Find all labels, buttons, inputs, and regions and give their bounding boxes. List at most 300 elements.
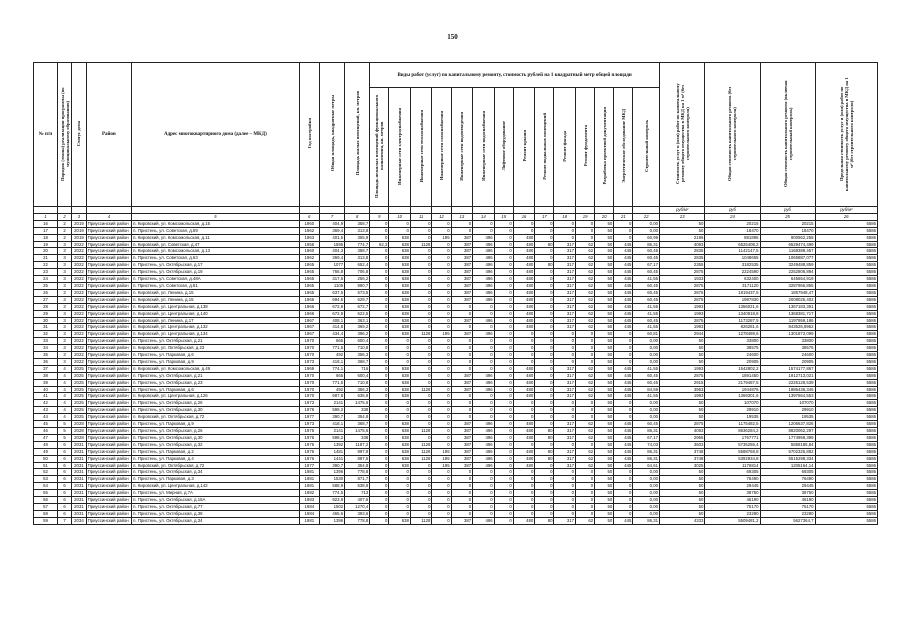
- table-cell: 0: [614, 358, 633, 365]
- table-cell: 445: [614, 282, 633, 289]
- table-cell: 338: [345, 434, 370, 441]
- table-cell: 0: [432, 441, 451, 448]
- table-cell: 496: [473, 248, 495, 255]
- table-cell: 445: [614, 517, 633, 524]
- table-cell: 6: [57, 483, 71, 490]
- table-cell: 418,1: [320, 421, 345, 428]
- table-cell: 1542802,2: [705, 365, 760, 372]
- table-cell: 36: [34, 358, 58, 365]
- table-cell: 2835: [659, 248, 704, 255]
- table-cell: 598,2: [320, 407, 345, 414]
- table-cell: 766,8: [320, 269, 345, 276]
- table-cell: 0: [535, 483, 554, 490]
- table-cell: 62: [576, 434, 595, 441]
- unit-cell: [299, 207, 319, 214]
- table-cell: 0: [494, 448, 513, 455]
- table-cell: 1206637,826: [760, 421, 815, 428]
- table-cell: 20905: [760, 358, 815, 365]
- table-cell: 0: [389, 510, 411, 517]
- table-cell: 0: [451, 303, 473, 310]
- table-cell: 0: [370, 386, 389, 393]
- unit-cell: [513, 207, 535, 214]
- table-cell: 2022: [72, 352, 86, 359]
- table-cell: 480: [513, 386, 535, 393]
- table-cell: 445: [614, 428, 633, 435]
- table-cell: 0: [370, 483, 389, 490]
- table-cell: 50: [659, 476, 704, 483]
- table-cell: 5586: [815, 517, 877, 524]
- table-cell: 50: [595, 517, 614, 524]
- table-cell: 638: [389, 448, 411, 455]
- table-cell: 0: [432, 372, 451, 379]
- table-cell: 0: [432, 324, 451, 331]
- table-cell: 387: [451, 262, 473, 269]
- table-cell: 313,8: [345, 227, 370, 234]
- table-cell: 480: [513, 372, 535, 379]
- table-cell: 6: [57, 476, 71, 483]
- capital-repair-table-container: [33, 62, 878, 525]
- table-cell: 637,5: [320, 289, 345, 296]
- table-cell: 62: [576, 248, 595, 255]
- table-cell: 50: [595, 379, 614, 386]
- table-cell: 445: [614, 303, 633, 310]
- table-cell: 0: [535, 310, 554, 317]
- table-cell: 0: [432, 386, 451, 393]
- table-cell: 317: [554, 517, 576, 524]
- table-cell: 0: [535, 220, 554, 227]
- table-cell: 7: [57, 517, 71, 524]
- table-cell: 0: [473, 324, 495, 331]
- table-cell: 0: [370, 234, 389, 241]
- table-cell: 0: [494, 441, 513, 448]
- table-cell: 5586: [815, 386, 877, 393]
- table-cell: 480: [513, 303, 535, 310]
- table-cell: Приуссинский район: [86, 386, 131, 393]
- table-cell: 0: [535, 365, 554, 372]
- table-cell: 0: [410, 476, 432, 483]
- table-cell: 0: [614, 497, 633, 504]
- table-cell: 0: [494, 497, 513, 504]
- table-cell: 0: [494, 296, 513, 303]
- table-cell: 33: [34, 338, 58, 345]
- table-cell: 38750: [705, 490, 760, 497]
- table-cell: 387: [451, 296, 473, 303]
- table-cell: 44: [34, 414, 58, 421]
- table-cell: 0: [513, 469, 535, 476]
- table-cell: 29: [34, 310, 58, 317]
- table-cell: 387: [451, 241, 473, 248]
- table-cell: 0,00: [633, 352, 660, 359]
- table-cell: 3: [57, 310, 71, 317]
- table-cell: п. Пристень, ул. Парковая, д.6: [132, 386, 300, 393]
- table-cell: 1984: [299, 510, 319, 517]
- table-cell: 0: [370, 345, 389, 352]
- table-cell: 434,4: [320, 331, 345, 338]
- column-number-cell: 20: [595, 213, 614, 220]
- table-cell: 2025: [72, 393, 86, 400]
- table-cell: 496: [473, 241, 495, 248]
- table-cell: 5586: [815, 345, 877, 352]
- table-cell: 0: [494, 510, 513, 517]
- table-cell: 0: [370, 503, 389, 510]
- unit-cell: руб: [760, 207, 815, 214]
- table-cell: 368,7: [345, 358, 370, 365]
- table-cell: 50: [595, 345, 614, 352]
- table-cell: 0: [432, 345, 451, 352]
- table-cell: 0: [494, 407, 513, 414]
- table-cell: 5586: [815, 269, 877, 276]
- table-cell: 1105: [320, 282, 345, 289]
- table-cell: 0: [370, 338, 389, 345]
- table-cell: 1969: [299, 365, 319, 372]
- table-cell: 317: [554, 303, 576, 310]
- header-total-area: Общая площадь, квадратные метры: [320, 63, 345, 207]
- table-cell: 363,1: [345, 317, 370, 324]
- table-cell: 387: [451, 248, 473, 255]
- table-cell: 50: [595, 282, 614, 289]
- unit-cell: [451, 207, 473, 214]
- table-cell: 0: [410, 255, 432, 262]
- unit-cell: [345, 207, 370, 214]
- table-cell: 2: [57, 234, 71, 241]
- table-cell: 588,9: [320, 483, 345, 490]
- table-cell: 496: [473, 317, 495, 324]
- table-cell: 0: [473, 338, 495, 345]
- table-cell: 5586: [815, 434, 877, 441]
- table-cell: 60,45: [633, 317, 660, 324]
- table-cell: 0: [473, 407, 495, 414]
- table-cell: 2031: [72, 441, 86, 448]
- table-cell: Приуссинский район: [86, 517, 131, 524]
- table-cell: 50: [34, 455, 58, 462]
- table-cell: 0: [370, 255, 389, 262]
- table-cell: 0: [370, 276, 389, 283]
- table-cell: 3249488,859: [760, 262, 815, 269]
- table-cell: 50: [659, 497, 704, 504]
- table-cell: 0: [494, 434, 513, 441]
- column-number-cell: 26: [815, 213, 877, 220]
- table-cell: 0: [410, 358, 432, 365]
- table-cell: 41,55: [633, 324, 660, 331]
- table-cell: 67,17: [633, 262, 660, 269]
- table-cell: 0: [494, 400, 513, 407]
- table-cell: 195: [432, 455, 451, 462]
- table-cell: 445: [614, 441, 633, 448]
- table-cell: 390,7: [320, 414, 345, 421]
- table-cell: 0: [451, 476, 473, 483]
- table-row: [34, 407, 878, 414]
- header-cost-per-m2: Стоимость услуг и (или) работ по капитальному ремонту общего имущества в МКД на 1 м² (без строительного контроля): [659, 63, 704, 207]
- table-cell: 0: [432, 407, 451, 414]
- table-cell: 23280: [760, 510, 815, 517]
- table-cell: 29445: [705, 483, 760, 490]
- table-cell: 826281,6: [705, 324, 760, 331]
- table-cell: 5586: [815, 352, 877, 359]
- table-cell: 480: [513, 282, 535, 289]
- table-cell: 0: [451, 352, 473, 359]
- unit-cell: [614, 207, 633, 214]
- table-cell: 716: [345, 365, 370, 372]
- table-cell: 480: [513, 310, 535, 317]
- table-cell: 0: [451, 497, 473, 504]
- header-status: Статус дома: [72, 63, 86, 207]
- table-cell: 0: [614, 503, 633, 510]
- table-row: [34, 331, 878, 338]
- table-cell: Приуссинский район: [86, 414, 131, 421]
- table-cell: 2022: [72, 345, 86, 352]
- table-cell: 0: [513, 345, 535, 352]
- table-cell: 1396: [320, 517, 345, 524]
- column-number-cell: 24: [705, 213, 760, 220]
- table-cell: 0: [432, 220, 451, 227]
- table-cell: п. Пристень, ул. Октябрьская, д.21: [132, 372, 300, 379]
- table-cell: 0: [370, 490, 389, 497]
- table-cell: 2875: [659, 421, 704, 428]
- table-cell: 771,5: [320, 345, 345, 352]
- table-cell: 2028: [72, 421, 86, 428]
- table-cell: 843526,8962: [760, 324, 815, 331]
- table-cell: 387: [451, 379, 473, 386]
- table-cell: 35: [34, 352, 58, 359]
- table-cell: 60,45: [633, 379, 660, 386]
- table-cell: 50: [595, 469, 614, 476]
- table-cell: 638: [389, 434, 411, 441]
- table-cell: 2022: [72, 338, 86, 345]
- table-cell: 1128: [410, 331, 432, 338]
- table-cell: 1197959,186: [760, 317, 815, 324]
- table-cell: 2031: [72, 476, 86, 483]
- table-cell: 0: [473, 400, 495, 407]
- table-cell: 46190: [705, 497, 760, 504]
- table-cell: 0: [576, 476, 595, 483]
- table-cell: 0: [451, 324, 473, 331]
- table-cell: 5: [57, 421, 71, 428]
- table-cell: 2875: [659, 372, 704, 379]
- table-cell: 48: [34, 441, 58, 448]
- table-cell: 496: [473, 296, 495, 303]
- table-cell: 0: [494, 386, 513, 393]
- table-cell: 445: [614, 372, 633, 379]
- table-cell: 0: [494, 428, 513, 435]
- table-cell: п. Пристень, ул. Советская, д.59: [132, 227, 300, 234]
- table-cell: 0,00: [633, 469, 660, 476]
- table-cell: 0: [576, 338, 595, 345]
- table-cell: 0: [451, 345, 473, 352]
- table-cell: 3: [57, 289, 71, 296]
- table-cell: 0: [554, 345, 576, 352]
- table-cell: 317: [554, 248, 576, 255]
- table-cell: 2022: [72, 289, 86, 296]
- table-cell: 2141: [320, 400, 345, 407]
- table-cell: 0: [432, 227, 451, 234]
- table-cell: 445: [614, 255, 633, 262]
- table-cell: 0: [614, 345, 633, 352]
- table-cell: 50: [659, 358, 704, 365]
- table-cell: 2031: [72, 448, 86, 455]
- table-cell: 638: [389, 234, 411, 241]
- table-cell: 0: [614, 400, 633, 407]
- table-cell: 5586: [815, 379, 877, 386]
- table-cell: 0: [410, 310, 432, 317]
- table-cell: 80: [535, 241, 554, 248]
- table-cell: 62: [576, 455, 595, 462]
- table-cell: 0: [451, 338, 473, 345]
- table-cell: 6: [57, 490, 71, 497]
- table-cell: 2: [57, 227, 71, 234]
- table-cell: 62: [576, 255, 595, 262]
- table-cell: 62: [576, 448, 595, 455]
- unit-cell: [633, 207, 660, 214]
- table-cell: 694,6: [320, 296, 345, 303]
- table-cell: 0: [410, 296, 432, 303]
- table-cell: 50: [595, 428, 614, 435]
- table-cell: 1475,6: [345, 428, 370, 435]
- table-cell: 0: [494, 255, 513, 262]
- table-cell: 0: [370, 393, 389, 400]
- table-cell: Приуссинский район: [86, 269, 131, 276]
- table-cell: 1369301,6: [705, 393, 760, 400]
- table-cell: 0: [494, 276, 513, 283]
- table-cell: п. Кировский, ул. Центральная, д.138: [132, 303, 300, 310]
- table-cell: 0: [576, 220, 595, 227]
- table-cell: 496: [473, 434, 495, 441]
- column-number-cell: 25: [760, 213, 815, 220]
- table-cell: п. Кировский, ул. Ленина, д.17: [132, 317, 300, 324]
- table-cell: 1065887,077: [760, 255, 815, 262]
- table-cell: 317: [554, 296, 576, 303]
- table-cell: 1975: [299, 428, 319, 435]
- table-cell: 1857948,47: [760, 289, 815, 296]
- table-cell: 2031: [72, 469, 86, 476]
- table-cell: 26: [34, 289, 58, 296]
- table-cell: 0: [576, 227, 595, 234]
- table-cell: 0: [389, 345, 411, 352]
- header-work-2: Инженерные сети электроснабжения: [389, 88, 411, 207]
- table-cell: 0: [513, 407, 535, 414]
- table-cell: 887,5: [345, 455, 370, 462]
- table-cell: 33800: [705, 338, 760, 345]
- unit-cell: [410, 207, 432, 214]
- table-cell: 0: [614, 220, 633, 227]
- table-cell: 622,5: [345, 310, 370, 317]
- table-cell: 2944: [659, 331, 704, 338]
- table-cell: 2028: [72, 428, 86, 435]
- table-cell: 0: [494, 282, 513, 289]
- table-cell: 0: [432, 269, 451, 276]
- table-cell: 80: [535, 455, 554, 462]
- table-cell: 1340918,8: [705, 310, 760, 317]
- table-cell: 60,81: [633, 331, 660, 338]
- table-cell: 638: [389, 276, 411, 283]
- table-cell: 387: [451, 455, 473, 462]
- column-number-cell: 22: [633, 213, 660, 220]
- table-cell: 60,45: [633, 255, 660, 262]
- column-number-cell: 3: [72, 213, 86, 220]
- column-number-cell: 15: [494, 213, 513, 220]
- table-cell: 0: [451, 220, 473, 227]
- table-cell: п. Кировский, ул. Советская, д.47: [132, 241, 300, 248]
- table-cell: 0: [576, 345, 595, 352]
- table-cell: 0: [554, 483, 576, 490]
- table-cell: 50: [659, 490, 704, 497]
- table-cell: 0: [370, 331, 389, 338]
- table-cell: 0: [432, 379, 451, 386]
- unit-cell: [576, 207, 595, 214]
- table-cell: 1973: [299, 421, 319, 428]
- table-cell: 445: [614, 262, 633, 269]
- table-cell: 1367183,391: [760, 303, 815, 310]
- table-cell: 0: [432, 510, 451, 517]
- table-cell: 0: [451, 483, 473, 490]
- table-cell: 638: [389, 421, 411, 428]
- table-cell: 5586: [815, 393, 877, 400]
- table-cell: 0: [576, 503, 595, 510]
- table-cell: 5515298,334: [760, 455, 815, 462]
- table-cell: 418,1: [320, 358, 345, 365]
- table-cell: 710,8: [345, 345, 370, 352]
- table-cell: Приуссинский район: [86, 448, 131, 455]
- table-cell: 0: [494, 289, 513, 296]
- header-work-3: Инженерные сети теплоснабжения: [410, 88, 432, 207]
- table-cell: 50: [595, 276, 614, 283]
- table-cell: 445: [614, 434, 633, 441]
- table-cell: Приуссинский район: [86, 276, 131, 283]
- table-cell: 1976: [299, 448, 319, 455]
- table-cell: Приуссинский район: [86, 365, 131, 372]
- table-cell: 0: [535, 324, 554, 331]
- table-cell: 19535: [760, 414, 815, 421]
- table-cell: 64,61: [633, 462, 660, 469]
- table-cell: 6529474,499: [760, 241, 815, 248]
- table-cell: 387: [451, 317, 473, 324]
- table-cell: Приуссинский район: [86, 345, 131, 352]
- table-cell: 3: [57, 358, 71, 365]
- column-number-cell: 9: [370, 213, 389, 220]
- table-cell: Приуссинский район: [86, 372, 131, 379]
- table-cell: 0: [494, 469, 513, 476]
- table-cell: 0: [535, 248, 554, 255]
- table-cell: 0: [554, 510, 576, 517]
- table-cell: 387: [451, 448, 473, 455]
- table-cell: 3: [57, 303, 71, 310]
- table-cell: 0: [410, 462, 432, 469]
- header-stage: Порядок (этапы) реализации программы (по муниципальному образованию): [57, 63, 71, 207]
- header-work-9: Ремонт подвальных помещений: [535, 88, 554, 207]
- table-cell: 50: [659, 345, 704, 352]
- table-cell: 5586: [815, 483, 877, 490]
- table-cell: 445: [614, 324, 633, 331]
- table-cell: 638: [389, 255, 411, 262]
- table-cell: п. Пристень, ул. Октябрьская, д.34: [132, 469, 300, 476]
- table-cell: 50: [659, 503, 704, 510]
- table-cell: 1270,4: [345, 503, 370, 510]
- table-cell: 1981: [299, 517, 319, 524]
- table-cell: 629,7: [345, 296, 370, 303]
- table-cell: 317: [554, 372, 576, 379]
- table-cell: 41,55: [633, 310, 660, 317]
- table-cell: 22: [34, 262, 58, 269]
- table-cell: 34: [34, 345, 58, 352]
- table-cell: п. Пристень, ул. Парковая, д.3: [132, 476, 300, 483]
- table-cell: 55: [34, 490, 58, 497]
- table-cell: 0: [370, 269, 389, 276]
- table-cell: 0: [513, 490, 535, 497]
- table-cell: 638: [389, 317, 411, 324]
- table-row: [34, 296, 878, 303]
- unit-cell: [72, 207, 86, 214]
- table-cell: Приуссинский район: [86, 296, 131, 303]
- table-cell: 3: [57, 262, 71, 269]
